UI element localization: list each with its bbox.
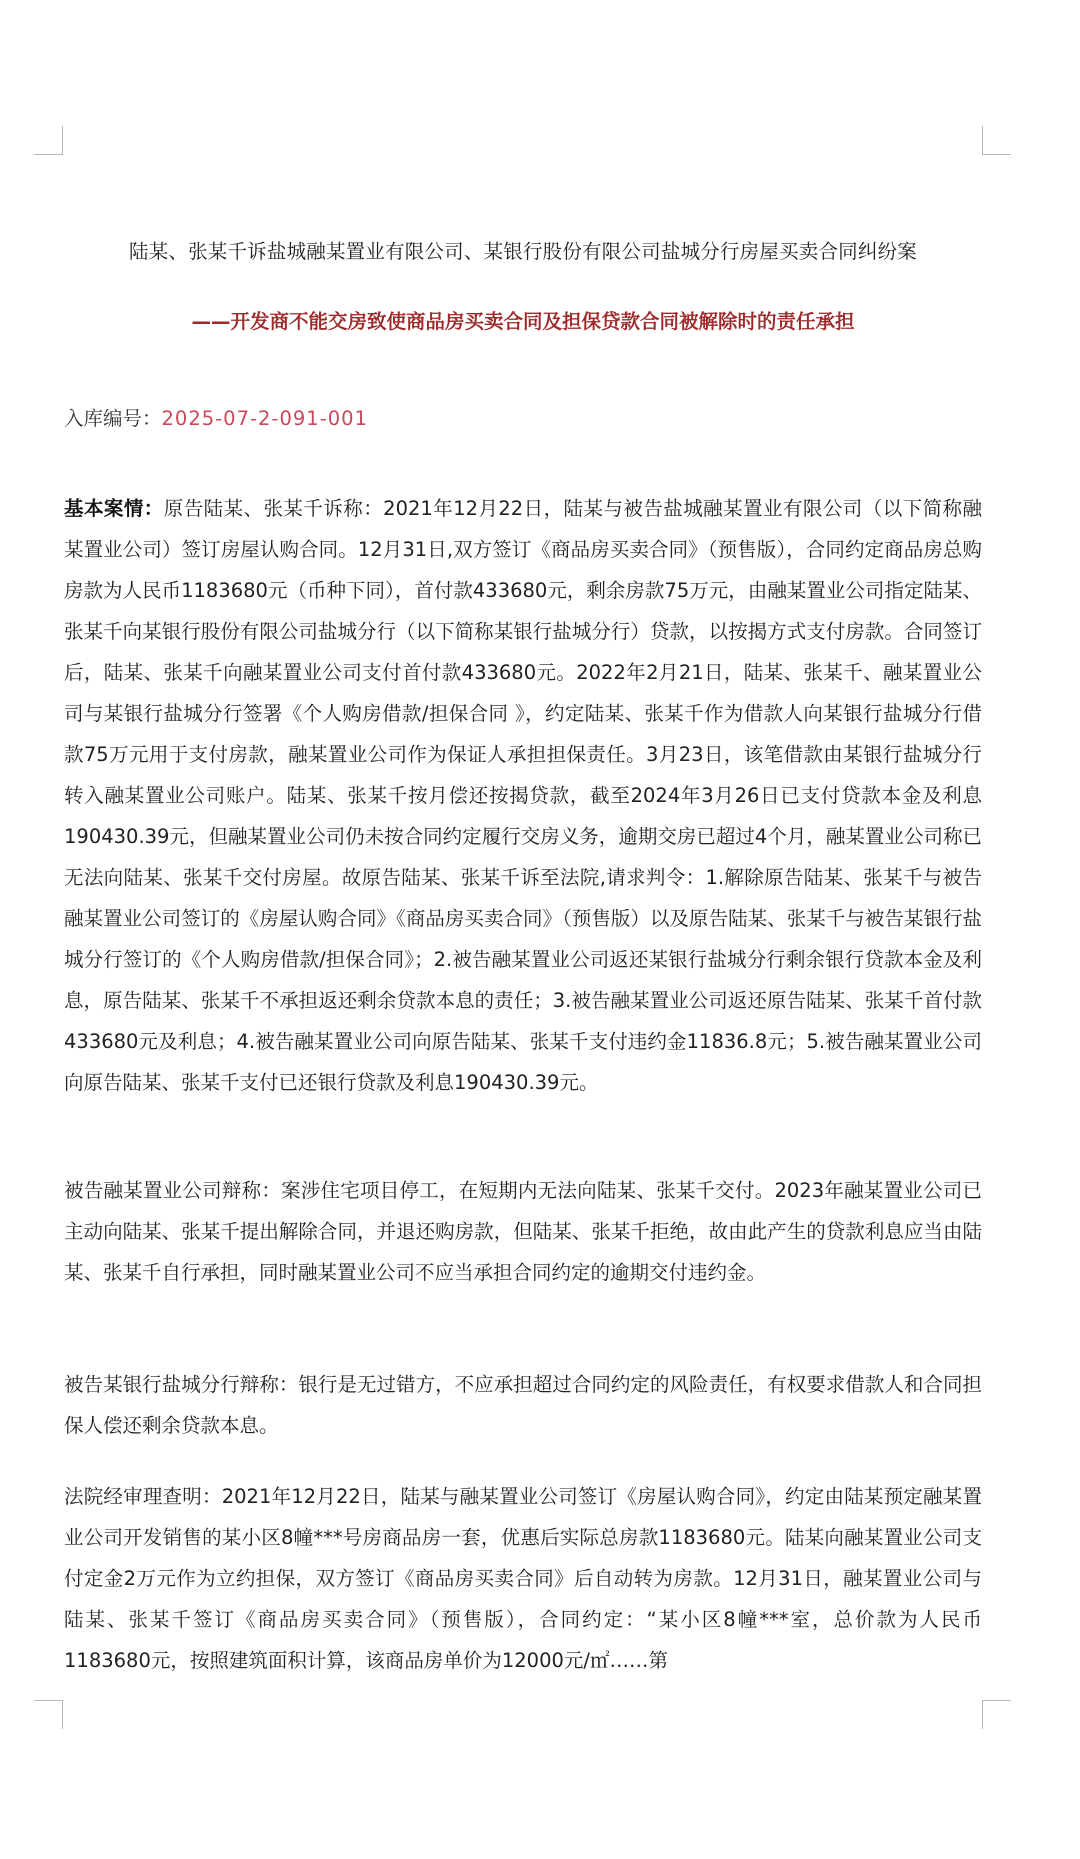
page-corner-bottom-right — [982, 1700, 1011, 1729]
page-corner-top-right — [982, 126, 1011, 155]
document-title: 陆某、张某千诉盐城融某置业有限公司、某银行股份有限公司盐城分行房屋买卖合同纠纷案 — [128, 240, 917, 263]
page-corner-bottom-left — [34, 1700, 63, 1729]
basic-case-paragraph — [64, 488, 982, 1103]
basic-case-text: 原告陆某、张某千诉称：2021年12月22日，陆某与被告盐城融某置业有限公司（以下简称融某置业公司）签订房屋认购合同。12月31日,双方签订《商品房买卖合同》（预售版），合同约定商品房总购房款为人民币1183680元（币种下同），首付款433680元，剩余房款75万元，由融某置业公司指定陆某、张某千向某银行股份有限公司盐城分行（以下简称某银行盐城分行）贷款，以按揭方式支付房款。合同签订后，陆某、张某千向融某置业公司支付首付款433680元。2022年2月21日，陆某、张某千、融某置业公司与某银行盐城分行签署《个人购房借款/担保合同 》，约定陆某、张某千作为借款人向某银行盐城分行借款75万元用于支付房款，融某置业公司作为保证人承担担保责任。3月23日，该笔借款由某银行盐城分行转入融某置业公司账户。陆某、张某千按月偿还按揭贷款，截至2024年3月26日已支付贷款本金及利息190430.39元，但融某置业公司仍未按合同约定履行交房义务，逾期交房已超过4个月，融某置业公司称已无法向陆某、张某千交付房屋。故原告陆某、张某千诉至法院,请求判令：1.解除原告陆某、张某千与被告融某置业公司签订的《房屋认购合同》《商品房买卖合同》（预售版）以及原告陆某、张某千与被告某银行盐城分行签订的《个人购房借款/担保合同》；2.被告融某置业公司返还某银行盐城分行剩余银行贷款本金及利息，原告陆某、张某千不承担返还剩余贷款本息的责任；3.被告融某置业公司返还原告陆某、张某千首付款433680元及利息；4.被告融某置业公司向原告陆某、张某千支付违约金11836.8元；5.被告融某置业公司向原告陆某、张某千支付已还银行贷款及利息190430.39元。 — [64, 497, 982, 1094]
reference-label: 入库编号： — [64, 407, 162, 430]
defendant-developer-defense: 被告融某置业公司辩称：案涉住宅项目停工，在短期内无法向陆某、张某千交付。2023年融某置业公司已主动向陆某、张某千提出解除合同，并退还购房款，但陆某、张某千拒绝，故由此产生的贷款利息应当由陆某、张某千自行承担，同时融某置业公司不应当承担合同约定的逾期交付违约金。 — [64, 1179, 982, 1284]
court-findings-paragraph: 法院经审理查明：2021年12月22日，陆某与融某置业公司签订《房屋认购合同》，约定由陆某预定融某置业公司开发销售的某小区8幢***号房商品房一套，优惠后实际总房款1183680元。陆某向融某置业公司支付定金2万元作为立约担保，双方签订《商品房买卖合同》后自动转为房款。12月31日，融某置业公司与陆某、张某千签订《商品房买卖合同》（预售版），合同约定：“某小区8幢***室，总价款为人民币1183680元，按照建筑面积计算，该商品房单价为12000元/㎡……第 — [64, 1485, 982, 1672]
page-corner-top-left — [34, 126, 63, 155]
basic-case-label: 基本案情： — [64, 497, 164, 520]
defendant-bank-defense: 被告某银行盐城分行辩称：银行是无过错方，不应承担超过合同约定的风险责任，有权要求借款人和合同担保人偿还剩余贷款本息。 — [64, 1373, 982, 1437]
reference-value: 2025-07-2-091-001 — [161, 407, 368, 430]
document-subtitle: ——开发商不能交房致使商品房买卖合同及担保贷款合同被解除时的责任承担 — [191, 310, 855, 333]
reference-number — [64, 403, 368, 431]
